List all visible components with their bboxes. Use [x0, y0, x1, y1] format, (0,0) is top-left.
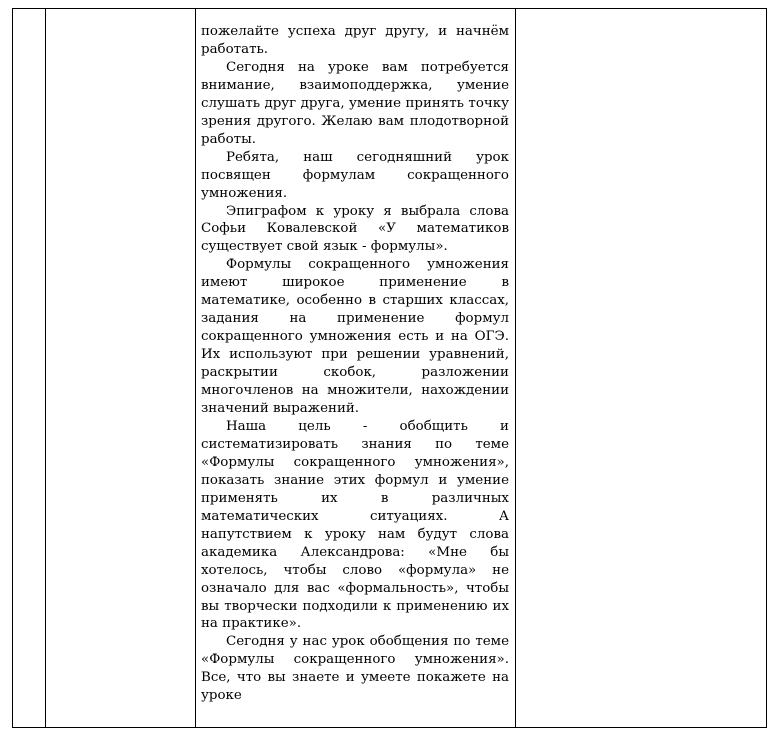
paragraph: Ребята, наш сегодняшний урок посвящен формулам сокращенного умножения. [201, 149, 509, 201]
table-cell-student-activity [516, 9, 766, 727]
table-cell-stage [46, 9, 195, 727]
paragraph: пожелайте успеха друг другу, и начнём работать. [201, 24, 509, 57]
paragraph: Сегодня на уроке вам потребуется внимание, взаимоподдержка, умение слушать друг друга, умение принять точку зрения другого. Желаю вам плодотворной работы. [201, 59, 509, 147]
paragraph: Сегодня у нас урок обобщения по теме «Формулы сокращенного умножения». Все, что вы знаете и умеете покажете на уроке [201, 634, 509, 704]
paragraph: Формулы сокращенного умножения имеют широкое применение в математике, особенно в старших классах, задания на применение формул сокращенного умножения есть и на ОГЭ. Их используют при решении уравнений, раскрытии скобок, разложении многочленов на множители, нахождении значений выражений. [201, 257, 509, 417]
paragraph: Наша цель - обобщить и систематизировать знания по теме «Формулы сокращенного умножения», показать знание этих формул и умение применять их в различных математических ситуациях. А напутствием к уроку нам будут слова академика Александрова: «Мне бы хотелось, чтобы слово «формула» не означало для вас «формальность», чтобы вы творчески подходили к применению их на практике». [201, 418, 509, 632]
table-cell-number [13, 9, 45, 727]
paragraph: Эпиграфом к уроку я выбрала слова Софьи Ковалевской «У математиков существует свой язык - формулы». [201, 203, 509, 255]
column-divider [195, 9, 196, 727]
table-cell-teacher-activity [201, 23, 509, 705]
